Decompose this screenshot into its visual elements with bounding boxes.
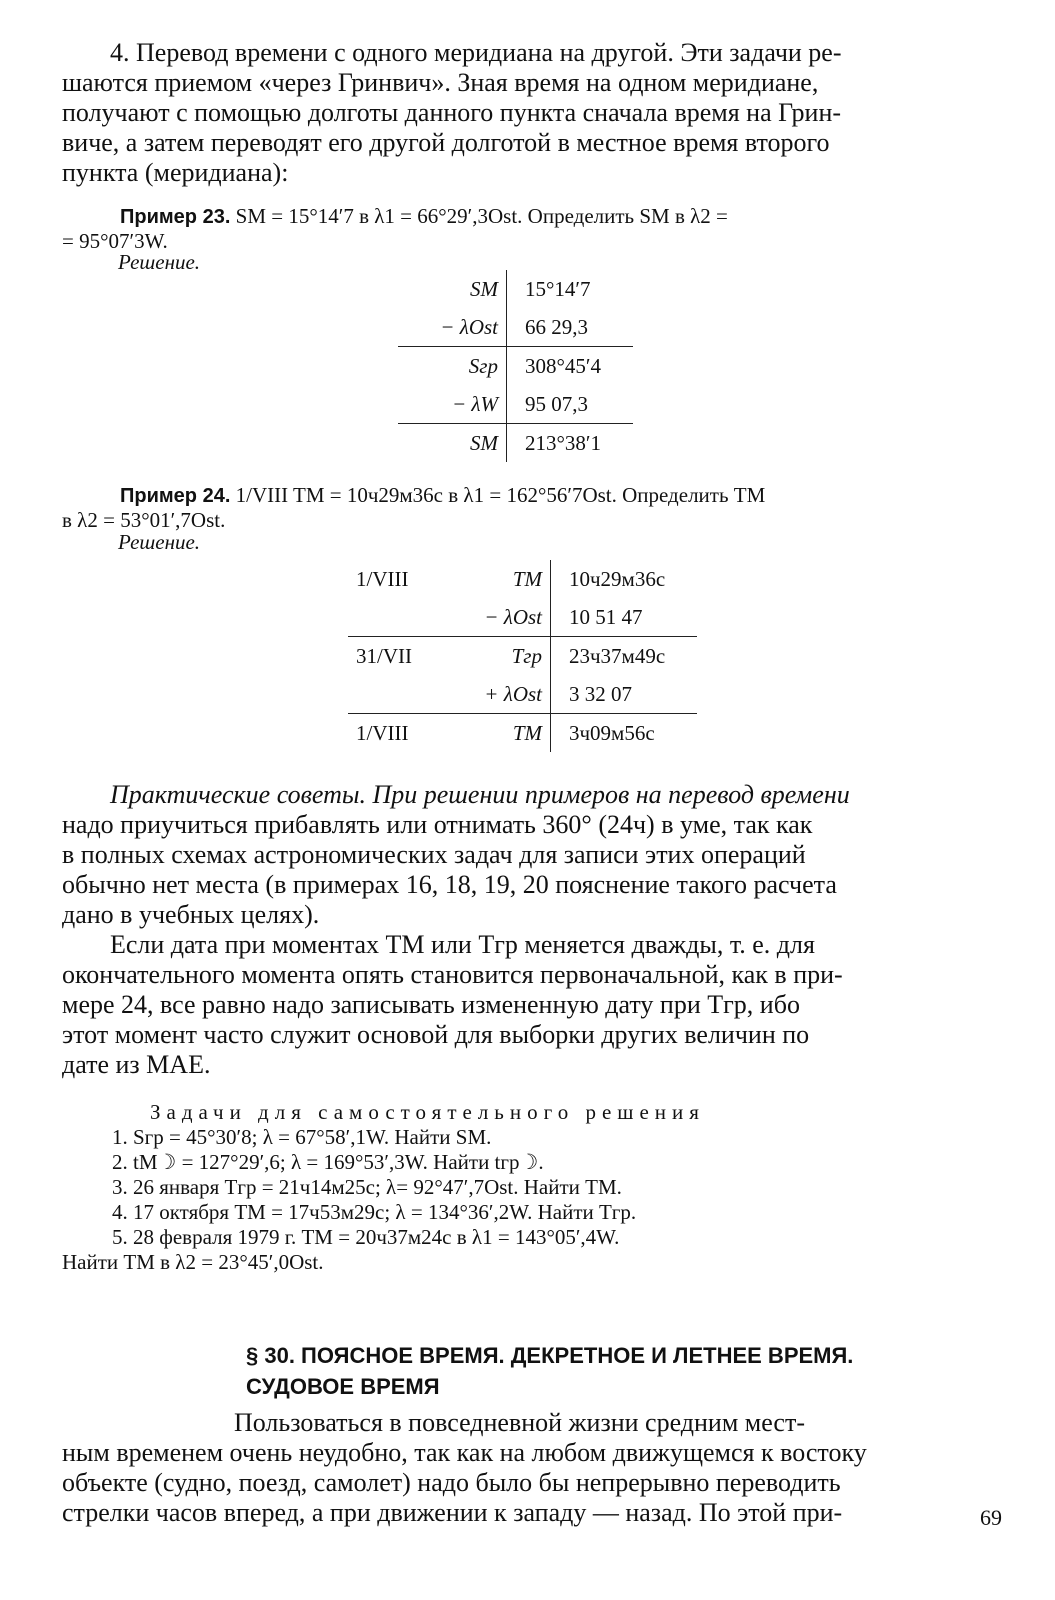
tasks-heading: Задачи для самостоятельного решения	[150, 1100, 705, 1124]
task-item: 5. 28 февраля 1979 г. TМ = 20ч37м24с в λ1 = 143°05′,4W.	[112, 1225, 620, 1249]
example-23-label: Пример 23.	[120, 206, 231, 228]
example-23-calc-table	[398, 270, 633, 462]
row-value: 213°38′1	[507, 424, 634, 463]
example-23-text: SМ = 15°14′7 в λ1 = 66°29′,3Ost. Определить SМ в λ2 =	[235, 204, 728, 228]
text-line: этот момент часто служит основой для выборки других величин по	[62, 1020, 810, 1049]
text-line: дате из МАЕ.	[62, 1050, 211, 1079]
row-label: − λOst	[484, 604, 542, 629]
row-label: − λW	[451, 391, 498, 416]
row-value: 3ч09м56с	[551, 714, 698, 753]
text-line: ным временем очень неудобно, так как на любом движущемся к востоку	[62, 1438, 867, 1467]
task-continuation: Найти TМ в λ2 = 23°45′,0Ost.	[62, 1250, 324, 1274]
text-line: Если дата при моментах TМ или Tгр меняется дважды, т. е. для	[110, 930, 815, 959]
row-value: 3 32 07	[551, 675, 698, 714]
task-item: 3. 26 января Tгр = 21ч14м25с; λ= 92°47′,7Ost. Найти TМ.	[112, 1175, 622, 1199]
row-label: + λOst	[484, 681, 542, 706]
row-date	[348, 598, 444, 637]
table-row	[348, 675, 697, 714]
text-line: окончательного момента опять становится первоначальной, как в при-	[62, 960, 843, 989]
row-label: TМ	[444, 714, 551, 753]
task-item: 4. 17 октября TМ = 17ч53м29с; λ = 134°36′,2W. Найти Tгр.	[112, 1200, 637, 1224]
text-line: стрелки часов вперед, а при движении к западу — назад. По этой при-	[62, 1498, 843, 1527]
section-body-paragraph	[62, 1408, 1007, 1528]
row-value: 308°45′4	[507, 347, 634, 386]
date-note-paragraph	[62, 930, 1007, 1080]
table-row	[398, 308, 633, 347]
example-23-statement	[62, 204, 1007, 253]
example-24-statement	[62, 483, 1007, 532]
row-date: 1/VIII	[348, 714, 444, 753]
row-label: − λOst	[440, 314, 498, 339]
text-line: пункта (меридиана):	[62, 158, 289, 187]
page-number: 69	[980, 1505, 1002, 1530]
row-value: 10ч29м36с	[551, 560, 698, 598]
example-23-solution-label: Решение.	[118, 250, 201, 274]
row-value: 10 51 47	[551, 598, 698, 637]
intro-paragraph	[62, 38, 1007, 188]
table-row	[348, 637, 697, 676]
section-heading-line: СУДОВОЕ ВРЕМЯ	[246, 1374, 440, 1399]
table-row	[398, 270, 633, 308]
text-line: мере 24, все равно надо записывать измененную дату при Tгр, ибо	[62, 990, 800, 1019]
row-date: 1/VIII	[356, 566, 409, 591]
table-row	[398, 385, 633, 424]
table-row	[348, 714, 697, 753]
example-24-text-cont: в λ2 = 53°01′,7Ost.	[62, 508, 226, 532]
text-line: виче, а затем переводят его другой долготой в местное время второго	[62, 128, 830, 157]
row-value: 66 29,3	[507, 308, 634, 347]
text-line: шаются приемом «через Гринвич». Зная время на одном меридиане,	[62, 68, 819, 97]
row-label: Sгр	[398, 347, 507, 386]
row-value: 15°14′7	[507, 270, 634, 308]
row-date: 31/VII	[348, 637, 444, 676]
row-label: SМ	[398, 424, 507, 463]
section-heading	[246, 1340, 1006, 1402]
table-row	[348, 560, 697, 598]
advice-paragraph	[62, 780, 1007, 930]
row-label: SМ	[470, 276, 498, 301]
text-line: в полных схемах астрономических задач для записи этих операций	[62, 840, 806, 869]
example-24-calc-table	[348, 560, 697, 752]
text-line: получают с помощью долготы данного пункта сначала время на Грин-	[62, 98, 842, 127]
example-24-text: 1/VIII TМ = 10ч29м36с в λ1 = 162°56′7Ost. Определить TМ	[235, 483, 766, 507]
row-value: 23ч37м49с	[551, 637, 698, 676]
text-line: Пользоваться в повседневной жизни средним мест-	[234, 1408, 805, 1437]
text-line: надо приучиться прибавлять или отнимать 360° (24ч) в уме, так как	[62, 810, 813, 839]
text-line: объекте (судно, поезд, самолет) надо было бы непрерывно переводить	[62, 1468, 841, 1497]
example-24-label: Пример 24.	[120, 485, 231, 507]
text-line: дано в учебных целях).	[62, 900, 320, 929]
example-24-solution-label: Решение.	[118, 530, 201, 554]
row-label: TМ	[512, 566, 542, 591]
text-line: Практические советы. При решении примеров на перевод времени	[110, 780, 850, 809]
task-item: 1. Sгр = 45°30′8; λ = 67°58′,1W. Найти SМ.	[112, 1125, 492, 1149]
table-row	[398, 347, 633, 386]
task-item: 2. tМ☽ = 127°29′,6; λ = 169°53′,3W. Найти tгр☽.	[112, 1150, 544, 1174]
row-date	[348, 675, 444, 714]
tasks-block	[62, 1100, 1007, 1275]
example-23-text-cont: = 95°07′3W.	[62, 229, 168, 253]
text-line: обычно нет места (в примерах 16, 18, 19, 20 пояснение такого расчета	[62, 870, 837, 899]
section-heading-line: § 30. ПОЯСНОЕ ВРЕМЯ. ДЕКРЕТНОЕ И ЛЕТНЕЕ ВРЕМЯ.	[246, 1343, 854, 1368]
text-line: 4. Перевод времени с одного меридиана на другой. Эти задачи ре-	[110, 38, 842, 67]
table-row	[348, 598, 697, 637]
row-value: 95 07,3	[507, 385, 634, 424]
row-label: Tгр	[444, 637, 551, 676]
table-row	[398, 424, 633, 463]
